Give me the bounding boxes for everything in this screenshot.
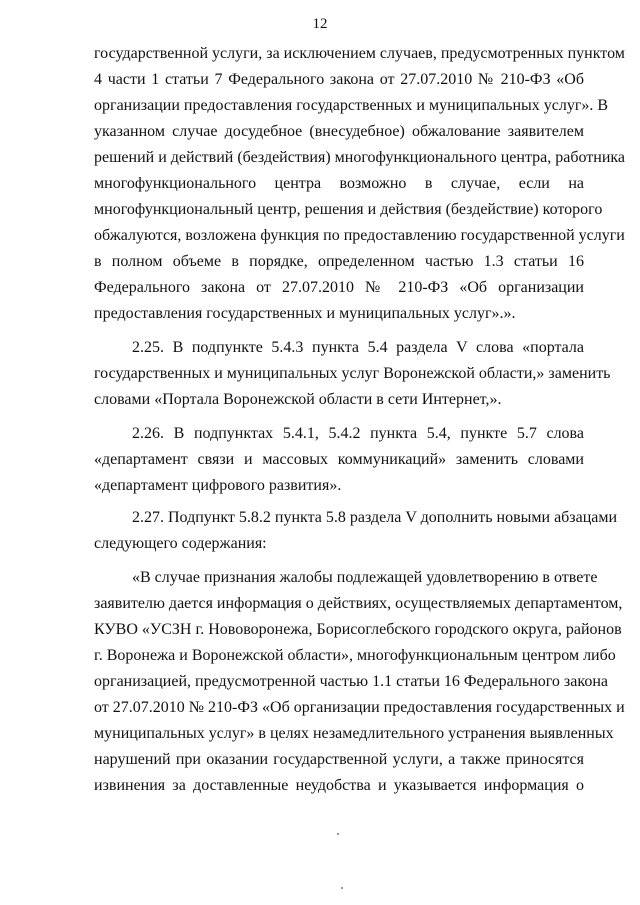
- text-line: «департамент цифрового развития».: [94, 477, 342, 494]
- text-line: КУВО «УСЗН г. Нововоронежа, Борисоглебского городского округа, районов: [94, 621, 622, 638]
- text-line: г. Воронежа и Воронежской области», многофункциональным центром либо: [94, 647, 616, 664]
- paragraph-2-26-first-line: 2.26. В подпунктах 5.4.1, 5.4.2 пункта 5.4, пункте 5.7 слова: [132, 425, 584, 442]
- page-number: 12: [312, 16, 328, 32]
- text-line: от 27.07.2010 № 210-ФЗ «Об организации предоставления государственных и: [94, 699, 625, 716]
- text-line: указанном случае досудебное (внесудебное) обжалование заявителем: [94, 123, 584, 140]
- text-line: Федерального закона от 27.07.2010 № 210-ФЗ «Об организации: [94, 279, 584, 296]
- text-line: в полном объеме в порядке, определенном частью 1.3 статьи 16: [94, 253, 584, 270]
- text-line: словами «Портала Воронежской области в сети Интернет,».: [94, 391, 502, 408]
- quoted-paragraph-first-line: «В случае признания жалобы подлежащей удовлетворению в ответе: [132, 569, 598, 586]
- text-line: решений и действий (бездействия) многофункционального центра, работника: [94, 149, 626, 166]
- scan-speck: [337, 833, 339, 835]
- text-line: заявителю дается информация о действиях, осуществляемых департаментом,: [94, 595, 623, 612]
- paragraph-2-25-first-line: 2.25. В подпункте 5.4.3 пункта 5.4 раздела V слова «портала: [132, 339, 584, 356]
- text-line: организации предоставления государственных и муниципальных услуг». В: [94, 97, 609, 114]
- text-line: многофункциональный центр, решения и действия (бездействие) которого: [94, 201, 603, 218]
- text-line: 4 части 1 статьи 7 Федерального закона от 27.07.2010 № 210-ФЗ «Об: [94, 71, 584, 88]
- paragraph-2-27-first-line: 2.27. Подпункт 5.8.2 пункта 5.8 раздела V дополнить новыми абзацами: [132, 509, 618, 526]
- text-line: «департамент связи и массовых коммуникаций» заменить словами: [94, 451, 584, 468]
- text-line: предоставления государственных и муниципальных услуг».».: [94, 305, 516, 322]
- text-line: муниципальных услуг» в целях незамедлительного устранения выявленных: [94, 725, 614, 742]
- text-line: следующего содержания:: [94, 535, 267, 552]
- text-line: многофункционального центра возможно в случае, если на: [94, 175, 584, 192]
- text-line: государственных и муниципальных услуг Воронежской области,» заменить: [94, 365, 611, 382]
- text-line: организацией, предусмотренной частью 1.1 статьи 16 Федерального закона: [94, 673, 608, 690]
- text-line: нарушений при оказании государственной услуги, а также приносятся: [94, 751, 584, 768]
- text-line: государственной услуги, за исключением случаев, предусмотренных пунктом: [94, 45, 625, 62]
- text-line: извинения за доставленные неудобства и указывается информация о: [94, 777, 584, 794]
- text-line: обжалуются, возложена функция по предоставлению государственной услуги: [94, 227, 625, 244]
- scan-speck: [341, 887, 343, 889]
